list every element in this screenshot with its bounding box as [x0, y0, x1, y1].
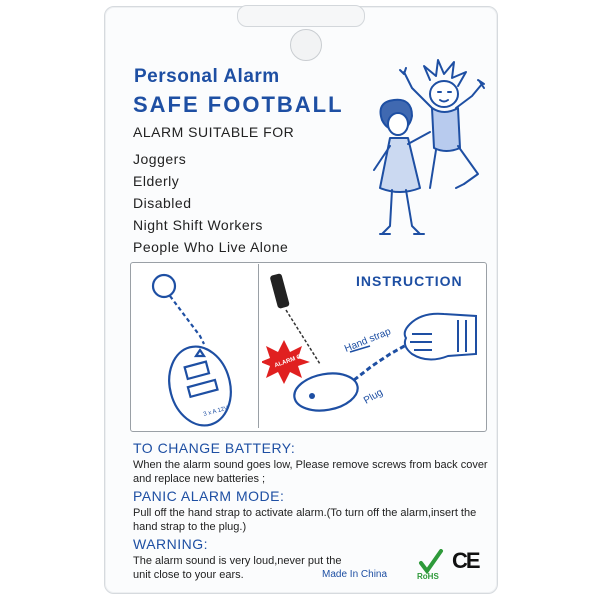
- instruction-illustration: [262, 268, 484, 428]
- product-title: SAFE FOOTBALL: [133, 92, 344, 117]
- suitable-heading: ALARM SUITABLE FOR: [133, 124, 295, 140]
- panic-text: Pull off the hand strap to activate alarm.(To turn off the alarm,insert the hand strap to the plug.): [133, 507, 477, 533]
- product-subtitle: Personal Alarm: [134, 66, 280, 87]
- attack-illustration: [360, 58, 490, 258]
- rohs-label: RoHS: [417, 572, 439, 581]
- warning-heading: WARNING:: [133, 536, 209, 552]
- warning-text: The alarm sound is very loud,never put the unit close to your ears.: [133, 555, 342, 581]
- list-item: Night Shift Workers: [133, 217, 263, 233]
- rohs-icon: [415, 549, 445, 581]
- plug-label: Plug: [362, 387, 385, 407]
- battery-text: When the alarm sound goes low, Please remove screws from back cover and replace new batteries ;: [133, 459, 488, 485]
- panic-heading: PANIC ALARM MODE:: [133, 488, 285, 504]
- alarm-badge: ALARM ON: [273, 352, 307, 370]
- alarm-device-illustration: [140, 268, 252, 428]
- device-label: 3 x A 12V: [202, 405, 229, 418]
- list-item: Elderly: [133, 173, 180, 189]
- ce-mark-icon: CE: [452, 548, 479, 573]
- panel-divider: [258, 264, 259, 428]
- made-in-label: Made In China: [322, 569, 388, 580]
- list-item: Joggers: [133, 151, 187, 167]
- hang-hole: [290, 29, 322, 61]
- battery-heading: TO CHANGE BATTERY:: [133, 440, 296, 456]
- suitable-list: [133, 148, 288, 258]
- hang-slot: [237, 5, 365, 27]
- instruction-heading: INSTRUCTION: [356, 273, 463, 289]
- list-item: People Who Live Alone: [133, 239, 289, 255]
- list-item: Disabled: [133, 195, 192, 211]
- hand-strap-label: Hand strap: [343, 326, 393, 355]
